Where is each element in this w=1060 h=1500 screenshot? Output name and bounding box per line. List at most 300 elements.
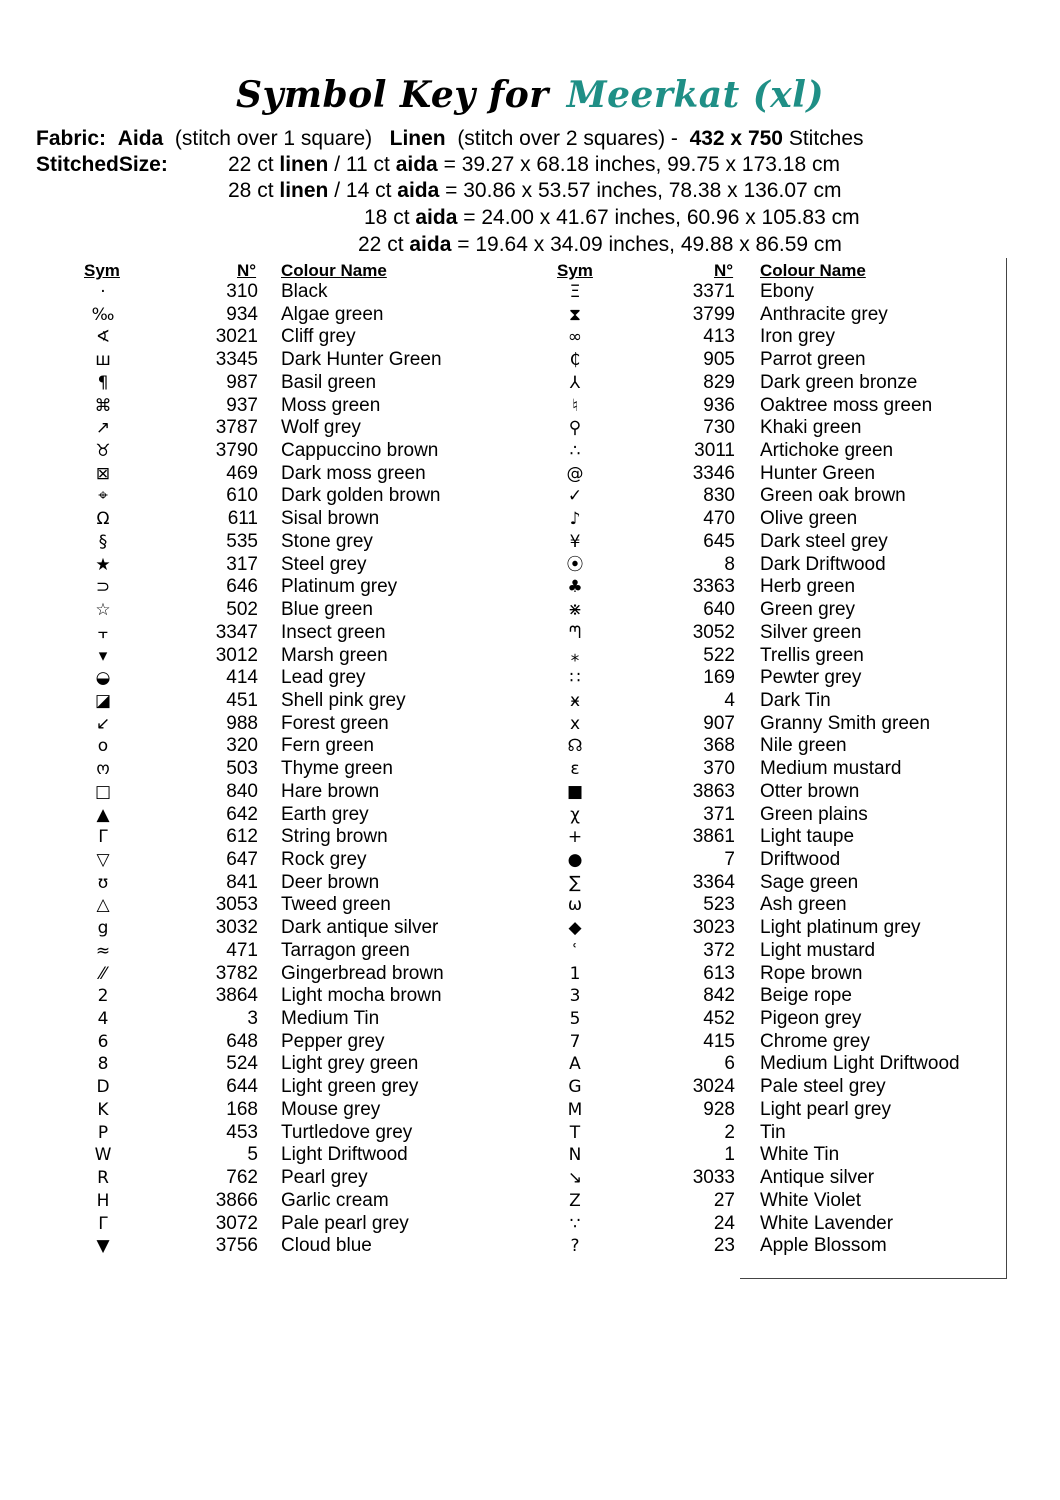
symbol-cell: g xyxy=(97,918,109,939)
symbol-cell: ⋇ xyxy=(567,600,583,621)
colour-name-cell: Pigeon grey xyxy=(760,1008,862,1030)
thread-number-cell: 320 xyxy=(226,735,258,757)
symbol-cell: T xyxy=(569,1122,581,1143)
size-fabric: aida xyxy=(415,206,458,229)
thread-number-cell: 3863 xyxy=(692,780,735,802)
colour-name-cell: Dark antique silver xyxy=(281,917,439,939)
header-sym-left: Sym xyxy=(84,261,120,280)
colour-name-cell: Artichoke green xyxy=(760,440,894,462)
symbol-cell: ∢ xyxy=(95,327,111,348)
table-row xyxy=(0,372,1060,395)
thread-number-cell: 934 xyxy=(226,303,258,325)
stitch-count: 432 x 750 xyxy=(689,127,783,150)
thread-number-cell: 168 xyxy=(226,1098,258,1120)
colour-name-cell: Light grey green xyxy=(281,1053,419,1075)
symbol-cell: ∵ xyxy=(569,1213,581,1234)
fabric-line xyxy=(36,126,864,152)
colour-name-cell: Dark steel grey xyxy=(760,530,888,552)
symbol-cell: ↘ xyxy=(567,1168,583,1189)
colour-name-cell: Green plains xyxy=(760,803,868,825)
colour-name-cell: Tin xyxy=(760,1121,786,1143)
colour-name-cell: Garlic cream xyxy=(281,1189,389,1211)
thread-number-cell: 3012 xyxy=(215,644,258,666)
symbol-cell: ♪ xyxy=(569,509,581,530)
colour-name-cell: Light green grey xyxy=(281,1076,419,1098)
thread-number-cell: 24 xyxy=(713,1212,735,1234)
table-row xyxy=(0,804,1060,827)
colour-name-cell: Granny Smith green xyxy=(760,712,931,734)
colour-name-cell: White Violet xyxy=(760,1189,862,1211)
symbol-cell: 2 xyxy=(97,986,109,1007)
thread-number-cell: 413 xyxy=(703,326,735,348)
table-row xyxy=(0,917,1060,940)
page-title xyxy=(0,74,1060,116)
symbol-cell: ▾ xyxy=(98,645,108,666)
thread-number-cell: 23 xyxy=(713,1235,735,1257)
symbol-cell: ʿ xyxy=(572,940,578,961)
thread-number-cell: 842 xyxy=(703,985,735,1007)
colour-name-cell: Earth grey xyxy=(281,803,369,825)
colour-name-cell: Wolf grey xyxy=(281,417,361,439)
colour-name-cell: Dark golden brown xyxy=(281,485,441,507)
thread-number-cell: 3346 xyxy=(692,462,735,484)
colour-name-cell: Pewter grey xyxy=(760,667,862,689)
size-count-alt: / 11 ct xyxy=(334,153,390,176)
symbol-cell: ● xyxy=(567,850,583,870)
symbol-cell: ⌘ xyxy=(94,395,112,416)
colour-name-cell: Fern green xyxy=(281,735,374,757)
colour-name-cell: Turtledove grey xyxy=(281,1121,413,1143)
thread-number-cell: 535 xyxy=(226,530,258,552)
symbol-cell: ↙ xyxy=(95,713,111,734)
thread-number-cell: 613 xyxy=(703,962,735,984)
colour-name-cell: Pale pearl grey xyxy=(281,1212,409,1234)
symbol-cell: Γ xyxy=(98,827,108,848)
table-row xyxy=(0,1053,1060,1076)
symbol-cell: ε xyxy=(570,759,580,780)
colour-name-cell: Cappuccino brown xyxy=(281,440,439,462)
symbol-cell: ¥ xyxy=(569,531,581,552)
colour-name-cell: Dark Driftwood xyxy=(760,553,886,575)
symbol-cell: 5 xyxy=(569,1009,581,1030)
size-dimensions: = 19.64 x 34.09 inches, 49.88 x 86.59 cm xyxy=(457,233,842,256)
symbol-cell: ⫟ xyxy=(97,622,109,643)
colour-name-cell: Mouse grey xyxy=(281,1098,381,1120)
colour-name-cell: Cliff grey xyxy=(281,326,356,348)
symbol-cell: □ xyxy=(94,781,112,802)
thread-number-cell: 469 xyxy=(226,462,258,484)
thread-number-cell: 936 xyxy=(703,394,735,416)
thread-number-cell: 3032 xyxy=(215,917,258,939)
symbol-cell: ʊ xyxy=(97,872,109,893)
colour-name-cell: Stone grey xyxy=(281,530,373,552)
thread-number-cell: 3072 xyxy=(215,1212,258,1234)
colour-name-cell: Tarragon green xyxy=(281,939,410,961)
thread-number-cell: 648 xyxy=(226,1030,258,1052)
thread-number-cell: 3371 xyxy=(692,281,735,302)
colour-name-cell: Light taupe xyxy=(760,826,855,848)
thread-number-cell: 3364 xyxy=(692,871,735,893)
symbol-cell: N xyxy=(568,1145,582,1166)
colour-name-cell: Chrome grey xyxy=(760,1030,870,1052)
table-row xyxy=(0,554,1060,577)
table-row xyxy=(0,395,1060,418)
thread-number-cell: 368 xyxy=(703,735,735,757)
size-dimensions: = 39.27 x 68.18 inches, 99.75 x 173.18 cm xyxy=(443,153,840,176)
size-count: 28 ct xyxy=(228,179,274,202)
symbol-cell: ∑ xyxy=(569,872,581,893)
stitches-word: Stitches xyxy=(788,127,864,150)
symbol-cell: ∷ xyxy=(569,668,581,689)
symbol-cell: ⊠ xyxy=(95,463,111,484)
header-num-right: N° xyxy=(714,261,734,280)
thread-number-cell: 3011 xyxy=(694,440,735,462)
table-row xyxy=(0,326,1060,349)
symbol-cell: 3 xyxy=(569,986,581,1007)
thread-number-cell: 3021 xyxy=(215,326,258,348)
table-row xyxy=(0,713,1060,736)
thread-number-cell: 3861 xyxy=(692,826,735,848)
header-num-left: N° xyxy=(237,261,257,280)
thread-number-cell: 370 xyxy=(703,758,735,780)
table-row xyxy=(0,463,1060,486)
thread-number-cell: 470 xyxy=(703,508,735,530)
table-row xyxy=(0,645,1060,668)
colour-name-cell: Herb green xyxy=(760,576,856,598)
size-count: 18 ct xyxy=(364,206,410,229)
table-row xyxy=(0,1122,1060,1145)
colour-name-cell: Lead grey xyxy=(281,667,366,689)
colour-name-cell: Iron grey xyxy=(760,326,835,348)
colour-name-cell: Khaki green xyxy=(760,417,862,439)
colour-name-cell: Forest green xyxy=(281,712,389,734)
symbol-cell: 4 xyxy=(97,1009,109,1030)
stitched-size-line xyxy=(228,152,840,178)
table-row xyxy=(0,1008,1060,1031)
table-row xyxy=(0,826,1060,849)
thread-number-cell: 3790 xyxy=(215,440,258,462)
colour-name-cell: Light pearl grey xyxy=(760,1098,891,1120)
thread-number-cell: 612 xyxy=(226,826,258,848)
colour-name-cell: Driftwood xyxy=(760,849,841,870)
colour-name-cell: Blue green xyxy=(281,599,373,621)
symbol-cell: ☆ xyxy=(95,600,111,621)
size-fabric: linen xyxy=(279,153,329,176)
symbol-cell: Z xyxy=(569,1190,581,1211)
stitched-size-line xyxy=(364,205,860,231)
thread-number-cell: 453 xyxy=(226,1121,258,1143)
colour-name-cell: Sage green xyxy=(760,871,859,893)
colour-name-cell: Sisal brown xyxy=(281,508,380,530)
symbol-cell: ♣ xyxy=(567,577,583,598)
symbol-cell: ⅄ xyxy=(569,372,581,393)
thread-number-cell: 471 xyxy=(226,939,258,961)
symbol-cell: x xyxy=(569,713,581,734)
colour-name-cell: Medium Tin xyxy=(281,1008,380,1030)
colour-name-cell: Gingerbread brown xyxy=(281,962,444,984)
symbol-cell: M xyxy=(567,1099,583,1120)
colour-name-cell: Insect green xyxy=(281,621,386,643)
colour-name-cell: Light Driftwood xyxy=(281,1144,408,1166)
table-row xyxy=(0,985,1060,1008)
table-row xyxy=(0,531,1060,554)
thread-number-cell: 317 xyxy=(226,553,258,575)
pattern-name: Meerkat (xl) xyxy=(566,74,824,116)
thread-number-cell: 3053 xyxy=(215,894,258,916)
bottom-border-line xyxy=(740,1278,1007,1279)
thread-number-cell: 414 xyxy=(226,667,258,689)
colour-name-cell: Antique silver xyxy=(760,1167,875,1189)
colour-name-cell: Black xyxy=(281,281,328,302)
colour-name-cell: Green oak brown xyxy=(760,485,906,507)
symbol-cell: A xyxy=(569,1054,581,1075)
symbol-cell: § xyxy=(98,531,108,552)
table-row xyxy=(0,281,1060,304)
fabric-linen-note: (stitch over 2 squares) - xyxy=(457,127,678,150)
symbol-cell: ω xyxy=(567,895,583,916)
table-row xyxy=(0,758,1060,781)
symbol-cell: K xyxy=(97,1099,109,1120)
colour-name-cell: White Tin xyxy=(760,1144,840,1166)
size-fabric-alt: aida xyxy=(395,153,438,176)
thread-number-cell: 4 xyxy=(724,689,735,711)
thread-number-cell: 905 xyxy=(703,349,735,371)
colour-name-cell: Dark Hunter Green xyxy=(281,349,442,371)
thread-number-cell: 762 xyxy=(226,1167,258,1189)
colour-name-cell: Apple Blossom xyxy=(760,1235,887,1257)
symbol-cell: ≈ xyxy=(95,940,111,961)
symbol-cell: ⧗ xyxy=(569,304,581,325)
right-border-line xyxy=(1006,258,1007,1278)
thread-number-cell: 523 xyxy=(703,894,735,916)
thread-number-cell: 987 xyxy=(226,371,258,393)
colour-name-cell: Parrot green xyxy=(760,349,866,371)
table-row xyxy=(0,1031,1060,1054)
symbol-cell: ■ xyxy=(566,781,584,802)
symbol-cell: ∴ xyxy=(569,441,581,462)
colour-name-cell: String brown xyxy=(281,826,388,848)
symbol-cell: o xyxy=(97,736,109,757)
thread-number-cell: 829 xyxy=(703,371,735,393)
thread-number-cell: 522 xyxy=(703,644,735,666)
thread-number-cell: 310 xyxy=(226,281,258,302)
symbol-cell: W xyxy=(94,1145,112,1166)
thread-number-cell: 502 xyxy=(226,599,258,621)
table-row xyxy=(0,1076,1060,1099)
symbol-cell: ⁄⁄ xyxy=(100,963,106,984)
symbol-cell: ⊃ xyxy=(95,577,111,598)
symbol-cell: Γ xyxy=(98,1213,108,1234)
symbol-cell: ◪ xyxy=(94,690,112,711)
colour-name-cell: Marsh green xyxy=(281,644,388,666)
thread-number-cell: 503 xyxy=(226,758,258,780)
table-row xyxy=(0,417,1060,440)
thread-number-cell: 3782 xyxy=(215,962,258,984)
thread-number-cell: 27 xyxy=(713,1189,735,1211)
symbol-cell: ★ xyxy=(95,554,111,575)
symbol-cell: 8 xyxy=(97,1054,109,1075)
table-row xyxy=(0,1190,1060,1213)
colour-name-cell: Dark moss green xyxy=(281,462,426,484)
table-row xyxy=(0,735,1060,758)
colour-name-cell: Medium Light Driftwood xyxy=(760,1053,960,1075)
colour-name-cell: Algae green xyxy=(281,303,384,325)
fabric-label: Fabric: xyxy=(36,127,107,150)
symbol-cell: G xyxy=(568,1077,582,1098)
table-row xyxy=(0,304,1060,327)
symbol-cell: H xyxy=(96,1190,110,1211)
table-row xyxy=(0,622,1060,645)
symbol-cell: ₵ xyxy=(569,350,581,371)
colour-name-cell: Silver green xyxy=(760,621,862,643)
symbol-cell: ш xyxy=(95,350,111,371)
thread-number-cell: 3799 xyxy=(692,303,735,325)
thread-number-cell: 3866 xyxy=(215,1189,258,1211)
colour-name-cell: Nile green xyxy=(760,735,847,757)
colour-name-cell: Dark Tin xyxy=(760,689,831,711)
header-sym-right: Sym xyxy=(557,261,593,280)
table-row xyxy=(0,894,1060,917)
header-name-left: Colour Name xyxy=(281,261,387,280)
thread-number-cell: 645 xyxy=(703,530,735,552)
colour-name-cell: Hare brown xyxy=(281,780,380,802)
colour-name-cell: Light mocha brown xyxy=(281,985,442,1007)
symbol-cell: ‰ xyxy=(91,304,115,325)
size-dimensions: = 30.86 x 53.57 inches, 78.38 x 136.07 cm xyxy=(445,179,842,202)
symbol-cell: ⚲ xyxy=(568,418,582,439)
thread-number-cell: 840 xyxy=(226,780,258,802)
symbol-cell: ⁎ xyxy=(570,645,580,666)
symbol-cell: ¶ xyxy=(97,372,109,393)
symbol-cell: ▼ xyxy=(96,1236,110,1257)
colour-name-cell: Shell pink grey xyxy=(281,689,406,711)
thread-number-cell: 830 xyxy=(703,485,735,507)
table-row xyxy=(0,940,1060,963)
thread-number-cell: 907 xyxy=(703,712,735,734)
thread-number-cell: 3363 xyxy=(692,576,735,598)
stitched-size-line xyxy=(228,178,842,204)
stitched-size-label: StitchedSize: xyxy=(36,153,168,176)
thread-number-cell: 3787 xyxy=(215,417,258,439)
symbol-cell: · xyxy=(100,282,106,302)
symbol-cell: ⦿ xyxy=(566,554,584,575)
colour-name-cell: Ash green xyxy=(760,894,847,916)
table-row xyxy=(0,1213,1060,1236)
thread-number-cell: 3023 xyxy=(692,917,735,939)
thread-number-cell: 452 xyxy=(703,1008,735,1030)
thread-number-cell: 3345 xyxy=(215,349,258,371)
table-row xyxy=(0,508,1060,531)
symbol-cell: ▽ xyxy=(96,850,110,870)
table-row xyxy=(0,781,1060,804)
table-row xyxy=(0,849,1060,872)
symbol-cell: ▲ xyxy=(96,804,110,825)
colour-name-cell: Steel grey xyxy=(281,553,367,575)
table-row xyxy=(0,690,1060,713)
thread-number-cell: 524 xyxy=(226,1053,258,1075)
colour-name-cell: Ebony xyxy=(760,281,814,302)
symbol-cell: ∞ xyxy=(567,327,583,348)
symbol-cell: ӿ xyxy=(569,690,581,711)
thread-number-cell: 3052 xyxy=(692,621,735,643)
thread-number-cell: 371 xyxy=(703,803,735,825)
thread-number-cell: 640 xyxy=(703,599,735,621)
colour-name-cell: Beige rope xyxy=(760,985,852,1007)
symbol-cell: ✓ xyxy=(567,486,583,507)
header-name-right: Colour Name xyxy=(760,261,866,280)
thread-number-cell: 6 xyxy=(724,1053,735,1075)
size-count-alt: / 14 ct xyxy=(334,179,392,202)
colour-name-cell: Pearl grey xyxy=(281,1167,368,1189)
symbol-cell: ♉ xyxy=(95,441,111,462)
colour-name-cell: Olive green xyxy=(760,508,858,530)
thread-number-cell: 642 xyxy=(226,803,258,825)
table-row xyxy=(0,599,1060,622)
thread-number-cell: 611 xyxy=(227,508,258,530)
symbol-cell: ᘉ xyxy=(568,622,582,643)
colour-name-cell: Thyme green xyxy=(281,758,393,780)
size-count: 22 ct xyxy=(358,233,404,256)
table-row xyxy=(0,440,1060,463)
fabric-linen: Linen xyxy=(389,127,446,150)
stitched-size-line xyxy=(358,232,842,258)
table-row xyxy=(0,1144,1060,1167)
table-row xyxy=(0,1167,1060,1190)
thread-number-cell: 372 xyxy=(703,939,735,961)
colour-name-cell: White Lavender xyxy=(760,1212,894,1234)
table-row xyxy=(0,576,1060,599)
thread-number-cell: 937 xyxy=(226,394,258,416)
colour-name-cell: Trellis green xyxy=(760,644,864,666)
colour-name-cell: Green grey xyxy=(760,599,856,621)
fabric-aida: Aida xyxy=(117,127,164,150)
symbol-cell: ? xyxy=(570,1236,580,1257)
symbol-cell: Ξ xyxy=(569,282,581,302)
colour-name-cell: Anthracite grey xyxy=(760,303,888,325)
symbol-cell: P xyxy=(97,1122,109,1143)
thread-number-cell: 451 xyxy=(226,689,258,711)
thread-number-cell: 415 xyxy=(703,1030,735,1052)
colour-name-cell: Moss green xyxy=(281,394,381,416)
table-row xyxy=(0,485,1060,508)
thread-number-cell: 3033 xyxy=(692,1167,735,1189)
thread-number-cell: 928 xyxy=(703,1098,735,1120)
colour-name-cell: Medium mustard xyxy=(760,758,902,780)
thread-number-cell: 3756 xyxy=(215,1235,258,1257)
colour-name-cell: Cloud blue xyxy=(281,1235,372,1257)
thread-number-cell: 1 xyxy=(724,1144,735,1166)
symbol-cell: ↗ xyxy=(95,418,111,439)
thread-number-cell: 3024 xyxy=(692,1076,735,1098)
thread-number-cell: 8 xyxy=(724,553,735,575)
size-dimensions: = 24.00 x 41.67 inches, 60.96 x 105.83 cm xyxy=(463,206,860,229)
table-row xyxy=(0,1099,1060,1122)
size-count: 22 ct xyxy=(228,153,274,176)
symbol-cell: ო xyxy=(96,759,110,780)
symbol-cell: D xyxy=(96,1077,110,1098)
thread-number-cell: 3864 xyxy=(215,985,258,1007)
symbol-cell: 1 xyxy=(569,963,581,984)
symbol-cell: 7 xyxy=(569,1031,581,1052)
colour-name-cell: Rock grey xyxy=(281,849,367,870)
thread-number-cell: 646 xyxy=(226,576,258,598)
symbol-cell: ♮ xyxy=(571,395,579,416)
thread-number-cell: 3347 xyxy=(215,621,258,643)
colour-name-cell: Dark green bronze xyxy=(760,371,918,393)
symbol-cell: + xyxy=(567,827,583,848)
thread-number-cell: 841 xyxy=(226,871,258,893)
colour-name-cell: Hunter Green xyxy=(760,462,876,484)
